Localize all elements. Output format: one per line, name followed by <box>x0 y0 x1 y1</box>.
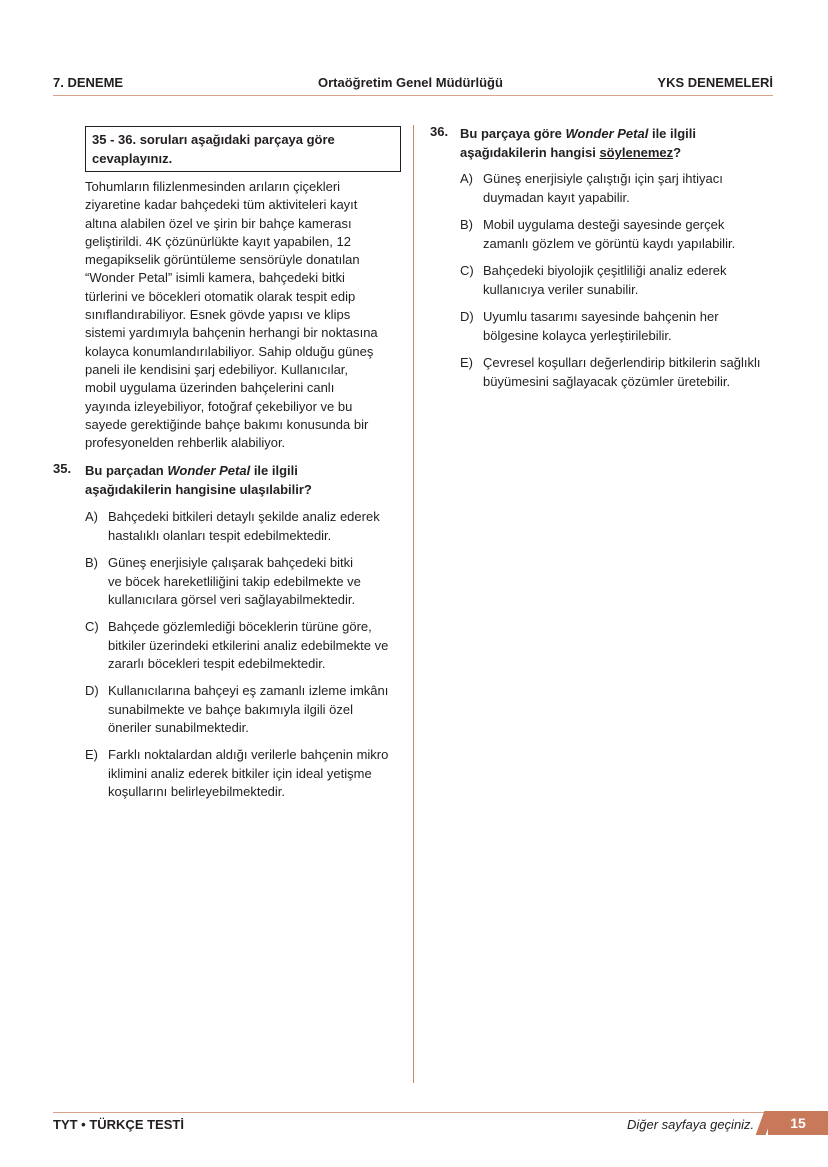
passage-line: paneli ile kendisini şarj edebiliyor. Kullanıcılar, <box>85 361 349 377</box>
instruction-box: 35 - 36. soruları aşağıdaki parçaya göre cevaplayınız. <box>85 126 401 172</box>
option-b[interactable] <box>85 554 405 610</box>
option-text: zamanlı gözlem ve görüntü kaydı yapılabilir. <box>483 235 736 251</box>
stem-text: aşağıdakilerin hangisine ulaşılabilir? <box>85 482 312 497</box>
option-text: Uyumlu tasarımı sayesinde bahçenin her <box>483 309 719 324</box>
passage-line: sistemi yardımıyla bahçenin herhangi bir noktasına <box>85 325 378 341</box>
option-letter: A) <box>460 171 473 186</box>
option-text: büyümesini sağlayacak çözümler üretebilir. <box>483 373 731 389</box>
stem-emphasis: Wonder Petal <box>565 126 649 141</box>
option-e[interactable] <box>460 354 780 391</box>
option-letter: D) <box>85 683 99 698</box>
option-text: Kullanıcılarına bahçeyi eş zamanlı izleme imkânı <box>108 683 389 698</box>
passage-line: geliştirildi. 4K çözünürlükte kayıt yapabilen, 12 <box>85 233 351 249</box>
option-text: bitkiler üzerindeki etkilerini analiz edebilmekte ve <box>108 637 389 653</box>
option-c[interactable] <box>85 618 405 674</box>
option-b[interactable] <box>460 216 780 253</box>
option-text: öneriler sunabilmektedir. <box>108 720 249 735</box>
passage-line: megapikselik görüntüleme sensörüyle donatılan <box>85 252 360 268</box>
option-text: kullanıcıya veriler sunabilir. <box>483 281 639 297</box>
option-text: iklimini analiz ederek bitkiler için ideal yetişme <box>108 765 372 781</box>
exam-number: 7. DENEME <box>53 75 124 90</box>
passage-line: yayında izleyebiliyor, fotoğraf çekebiliyor ve bu <box>85 398 353 414</box>
passage-line: altına alabilen özel ve şirin bir bahçe kamerası <box>85 215 352 231</box>
option-text: ve böcek hareketliliğini takip edebilmekte ve <box>108 573 361 589</box>
option-text: Farklı noktalardan aldığı verilerle bahçenin mikro <box>108 747 389 762</box>
option-text: duymadan kayıt yapabilir. <box>483 189 630 205</box>
option-letter: B) <box>85 555 98 570</box>
footer-divider <box>53 1112 773 1113</box>
stem-text: Bu parçaya göre <box>460 126 566 141</box>
question-36-stem <box>460 124 696 162</box>
option-d[interactable] <box>85 682 405 738</box>
stem-emphasis: Wonder Petal <box>167 463 251 478</box>
option-e[interactable] <box>85 746 405 802</box>
stem-text: aşağıdakilerin hangisi <box>460 145 600 160</box>
question-36-number: 36. <box>430 124 449 139</box>
option-text: kullanıcılara görsel veri sağlayabilmektedir. <box>108 592 356 607</box>
option-letter: B) <box>460 217 473 232</box>
option-text: bölgesine kolayca yerleştirilebilir. <box>483 327 672 343</box>
option-text: Bahçedeki biyolojik çeşitliliği analiz ederek <box>483 263 727 278</box>
header-divider <box>53 95 773 96</box>
passage-line: ziyaretine kadar bahçedeki tüm aktiviteleri kayıt <box>85 197 358 213</box>
passage-line: Tohumların filizlenmesinden arıların çiçekleri <box>85 179 341 194</box>
option-c[interactable] <box>460 262 780 299</box>
stem-negation: söylenemez <box>599 145 674 160</box>
passage-line: sınıflandırabiliyor. Esnek gövde yapısı ve klips <box>85 307 351 323</box>
option-text: Bahçedeki bitkileri detaylı şekilde analiz ederek <box>108 509 380 524</box>
option-letter: E) <box>460 355 473 370</box>
option-text: Mobil uygulama desteği sayesinde gerçek <box>483 217 725 232</box>
option-letter: E) <box>85 747 98 762</box>
option-letter: C) <box>460 263 474 278</box>
stem-text: ile ilgili <box>250 463 298 478</box>
question-35-stem <box>85 461 312 499</box>
publisher: Ortaöğretim Genel Müdürlüğü <box>318 75 503 90</box>
stem-text: ile ilgili <box>648 126 697 141</box>
next-page-note: Diğer sayfaya geçiniz. <box>627 1117 755 1132</box>
passage-line: türlerini ve böcekleri otomatik olarak tespit edip <box>85 288 356 304</box>
passage-line: sayede gerektiğinde bahçe bakımı konusunda bir <box>85 416 369 432</box>
column-divider <box>413 125 414 1083</box>
option-letter: A) <box>85 509 98 524</box>
option-d[interactable] <box>460 308 780 345</box>
page-number: 15 <box>768 1111 828 1135</box>
passage-line: profesyonelden rehberlik alabiliyor. <box>85 435 286 451</box>
option-a[interactable] <box>85 508 405 545</box>
option-a[interactable] <box>460 170 780 207</box>
question-35-number: 35. <box>53 461 72 476</box>
stem-text: ? <box>673 145 682 160</box>
stem-text: Bu parçadan <box>85 463 168 478</box>
option-letter: D) <box>460 309 474 324</box>
option-text: Güneş enerjisiyle çalıştığı için şarj ihtiyacı <box>483 171 723 186</box>
series-title: YKS DENEMELERİ <box>657 75 773 90</box>
option-text: Güneş enerjisiyle çalışarak bahçedeki bitki <box>108 555 353 570</box>
option-text: Çevresel koşulları değerlendirip bitkilerin sağlıklı <box>483 355 761 370</box>
option-text: koşullarını belirleyebilmektedir. <box>108 784 286 799</box>
option-text: Bahçede gözlemlediği böceklerin türüne göre, <box>108 619 372 634</box>
option-letter: C) <box>85 619 99 634</box>
test-name: TYT • TÜRKÇE TESTİ <box>53 1117 184 1132</box>
passage-line: mobil uygulama üzerinden bahçelerini canlı <box>85 380 335 396</box>
passage-line: “Wonder Petal” isimli kamera, bahçedeki bitki <box>85 270 345 286</box>
option-text: zararlı böcekleri tespit edebilmektedir. <box>108 656 326 671</box>
passage-line: kolayca konumlandırılabiliyor. Sahip olduğu güneş <box>85 343 374 359</box>
option-text: sunabilmekte ve bahçe bakımıyla ilgili özel <box>108 701 353 717</box>
option-text: hastalıklı olanları tespit edebilmektedir. <box>108 527 332 543</box>
passage <box>85 178 405 452</box>
